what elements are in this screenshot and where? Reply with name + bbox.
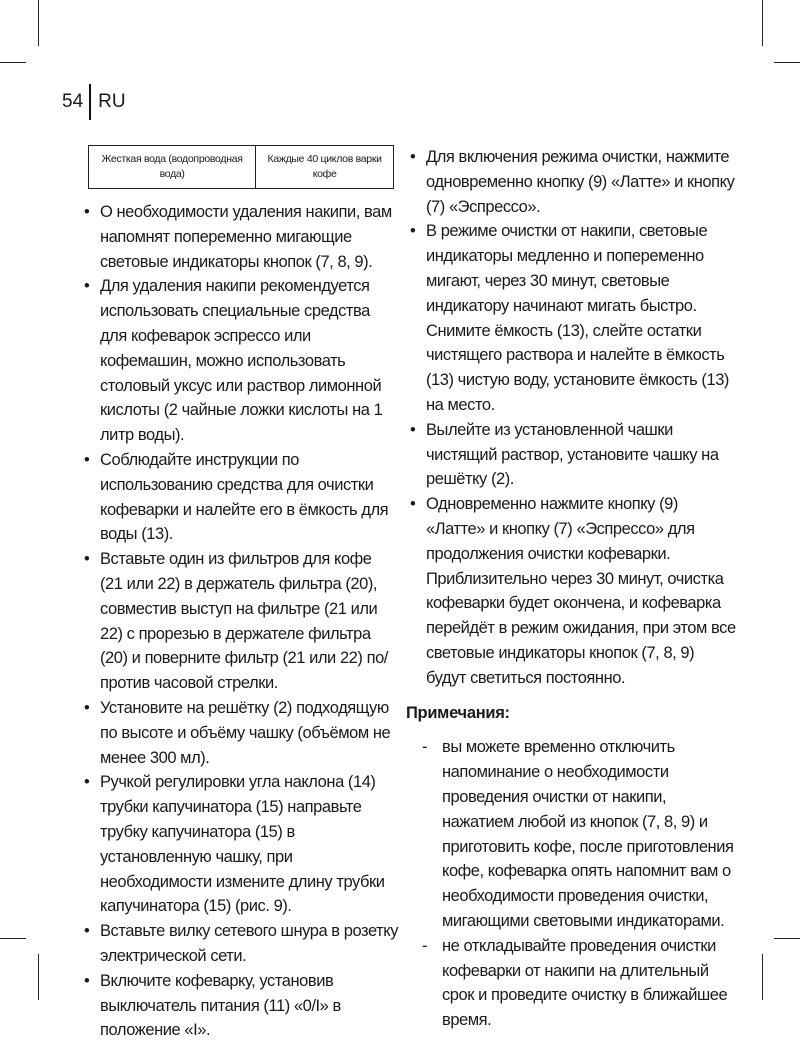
crop-mark bbox=[762, 0, 763, 46]
table-cell: Жесткая вода (водопроводная вода) bbox=[89, 146, 256, 189]
header-divider bbox=[89, 84, 91, 120]
crop-mark bbox=[774, 938, 800, 939]
note-item: - не откладывайте проведения очистки кофеварки от накипи на длительный срок и проведите очистку в ближайшее время. bbox=[406, 934, 738, 1033]
list-item: • Вылейте из установленной чашки чистящий раствор, установите чашку на решётку (2). bbox=[406, 418, 738, 492]
crop-mark bbox=[0, 62, 26, 63]
table-cell: Каждые 40 циклов варки кофе bbox=[256, 146, 394, 189]
list-item: • Соблюдайте инструкции по использованию средства для очистки кофеварки и налейте его в ёмкость для воды (13). bbox=[80, 448, 398, 547]
instruction-list bbox=[406, 145, 738, 691]
list-item: • Для удаления накипи рекомендуется использовать специальные средства для кофеварок эспрессо или кофемашин, можно использовать столовый уксус или раствор лимонной кислоты (2 чайные ложки кислоты на 1 литр воды). bbox=[80, 274, 398, 448]
list-item: • Для включения режима очистки, нажмите одновременно кнопку (9) «Латте» и кнопку (7) «Эспрессо». bbox=[406, 145, 738, 219]
crop-mark bbox=[762, 954, 763, 1000]
notes-list bbox=[406, 735, 738, 1033]
page-number: 54 bbox=[62, 91, 84, 112]
language-label: RU bbox=[98, 91, 126, 112]
crop-mark bbox=[38, 0, 39, 46]
list-item: • О необходимости удаления накипи, вам напомнят попеременно мигающие световые индикаторы кнопок (7, 8, 9). bbox=[80, 200, 398, 274]
page-header bbox=[62, 84, 126, 120]
list-item: • Вставьте вилку сетевого шнура в розетку электрической сети. bbox=[80, 919, 398, 969]
crop-mark bbox=[38, 954, 39, 1000]
right-column bbox=[406, 145, 738, 1033]
list-item: • Вставьте один из фильтров для кофе (21 или 22) в держатель фильтра (20), совместив выступ на фильтре (21 или 22) с прорезью в держателе фильтра (20) и поверните фильтр (21 или 22) по/против часовой стрелки. bbox=[80, 547, 398, 696]
list-item: • В режиме очистки от накипи, световые индикаторы медленно и попеременно мигают, через 30 минут, световые индикатору начинают мигать быстро. Снимите ёмкость (13), слейте остатки чистящего раствора и налейте в ёмкость (13) чистую воду, установите ёмкость (13) на место. bbox=[406, 219, 738, 417]
crop-mark bbox=[774, 62, 800, 63]
list-item: • Одновременно нажмите кнопку (9) «Латте» и кнопку (7) «Эспрессо» для продолжения очистки кофеварки. Приблизительно через 30 минут, очистка кофеварки будет окончена, и кофеварка перейдёт в режим ожидания, при этом все световые индикаторы кнопок (7, 8, 9) будут светиться постоянно. bbox=[406, 492, 738, 690]
crop-mark bbox=[0, 938, 26, 939]
list-item: • Включите кофеварку, установив выключатель питания (11) «0/I» в положение «I». bbox=[80, 969, 398, 1043]
left-column bbox=[80, 145, 398, 1043]
note-item: - вы можете временно отключить напоминание о необходимости проведения очистки от накипи, нажатием любой из кнопок (7, 8, 9) и приготовить кофе, после приготовления кофе, кофеварка опять напомнит вам о необходимости проведения очистки, мигающими световыми индикаторами. bbox=[406, 735, 738, 933]
notes-heading: Примечания: bbox=[406, 703, 510, 722]
list-item: • Ручкой регулировки угла наклона (14) трубки капучинатора (15) направьте трубку капучинатора (15) в установленную чашку, при необходимости измените длину трубки капучинатора (15) (рис. 9). bbox=[80, 770, 398, 919]
list-item: • Установите на решётку (2) подходящую по высоте и объёму чашку (объёмом не менее 300 мл). bbox=[80, 696, 398, 770]
instruction-list bbox=[80, 200, 398, 1043]
